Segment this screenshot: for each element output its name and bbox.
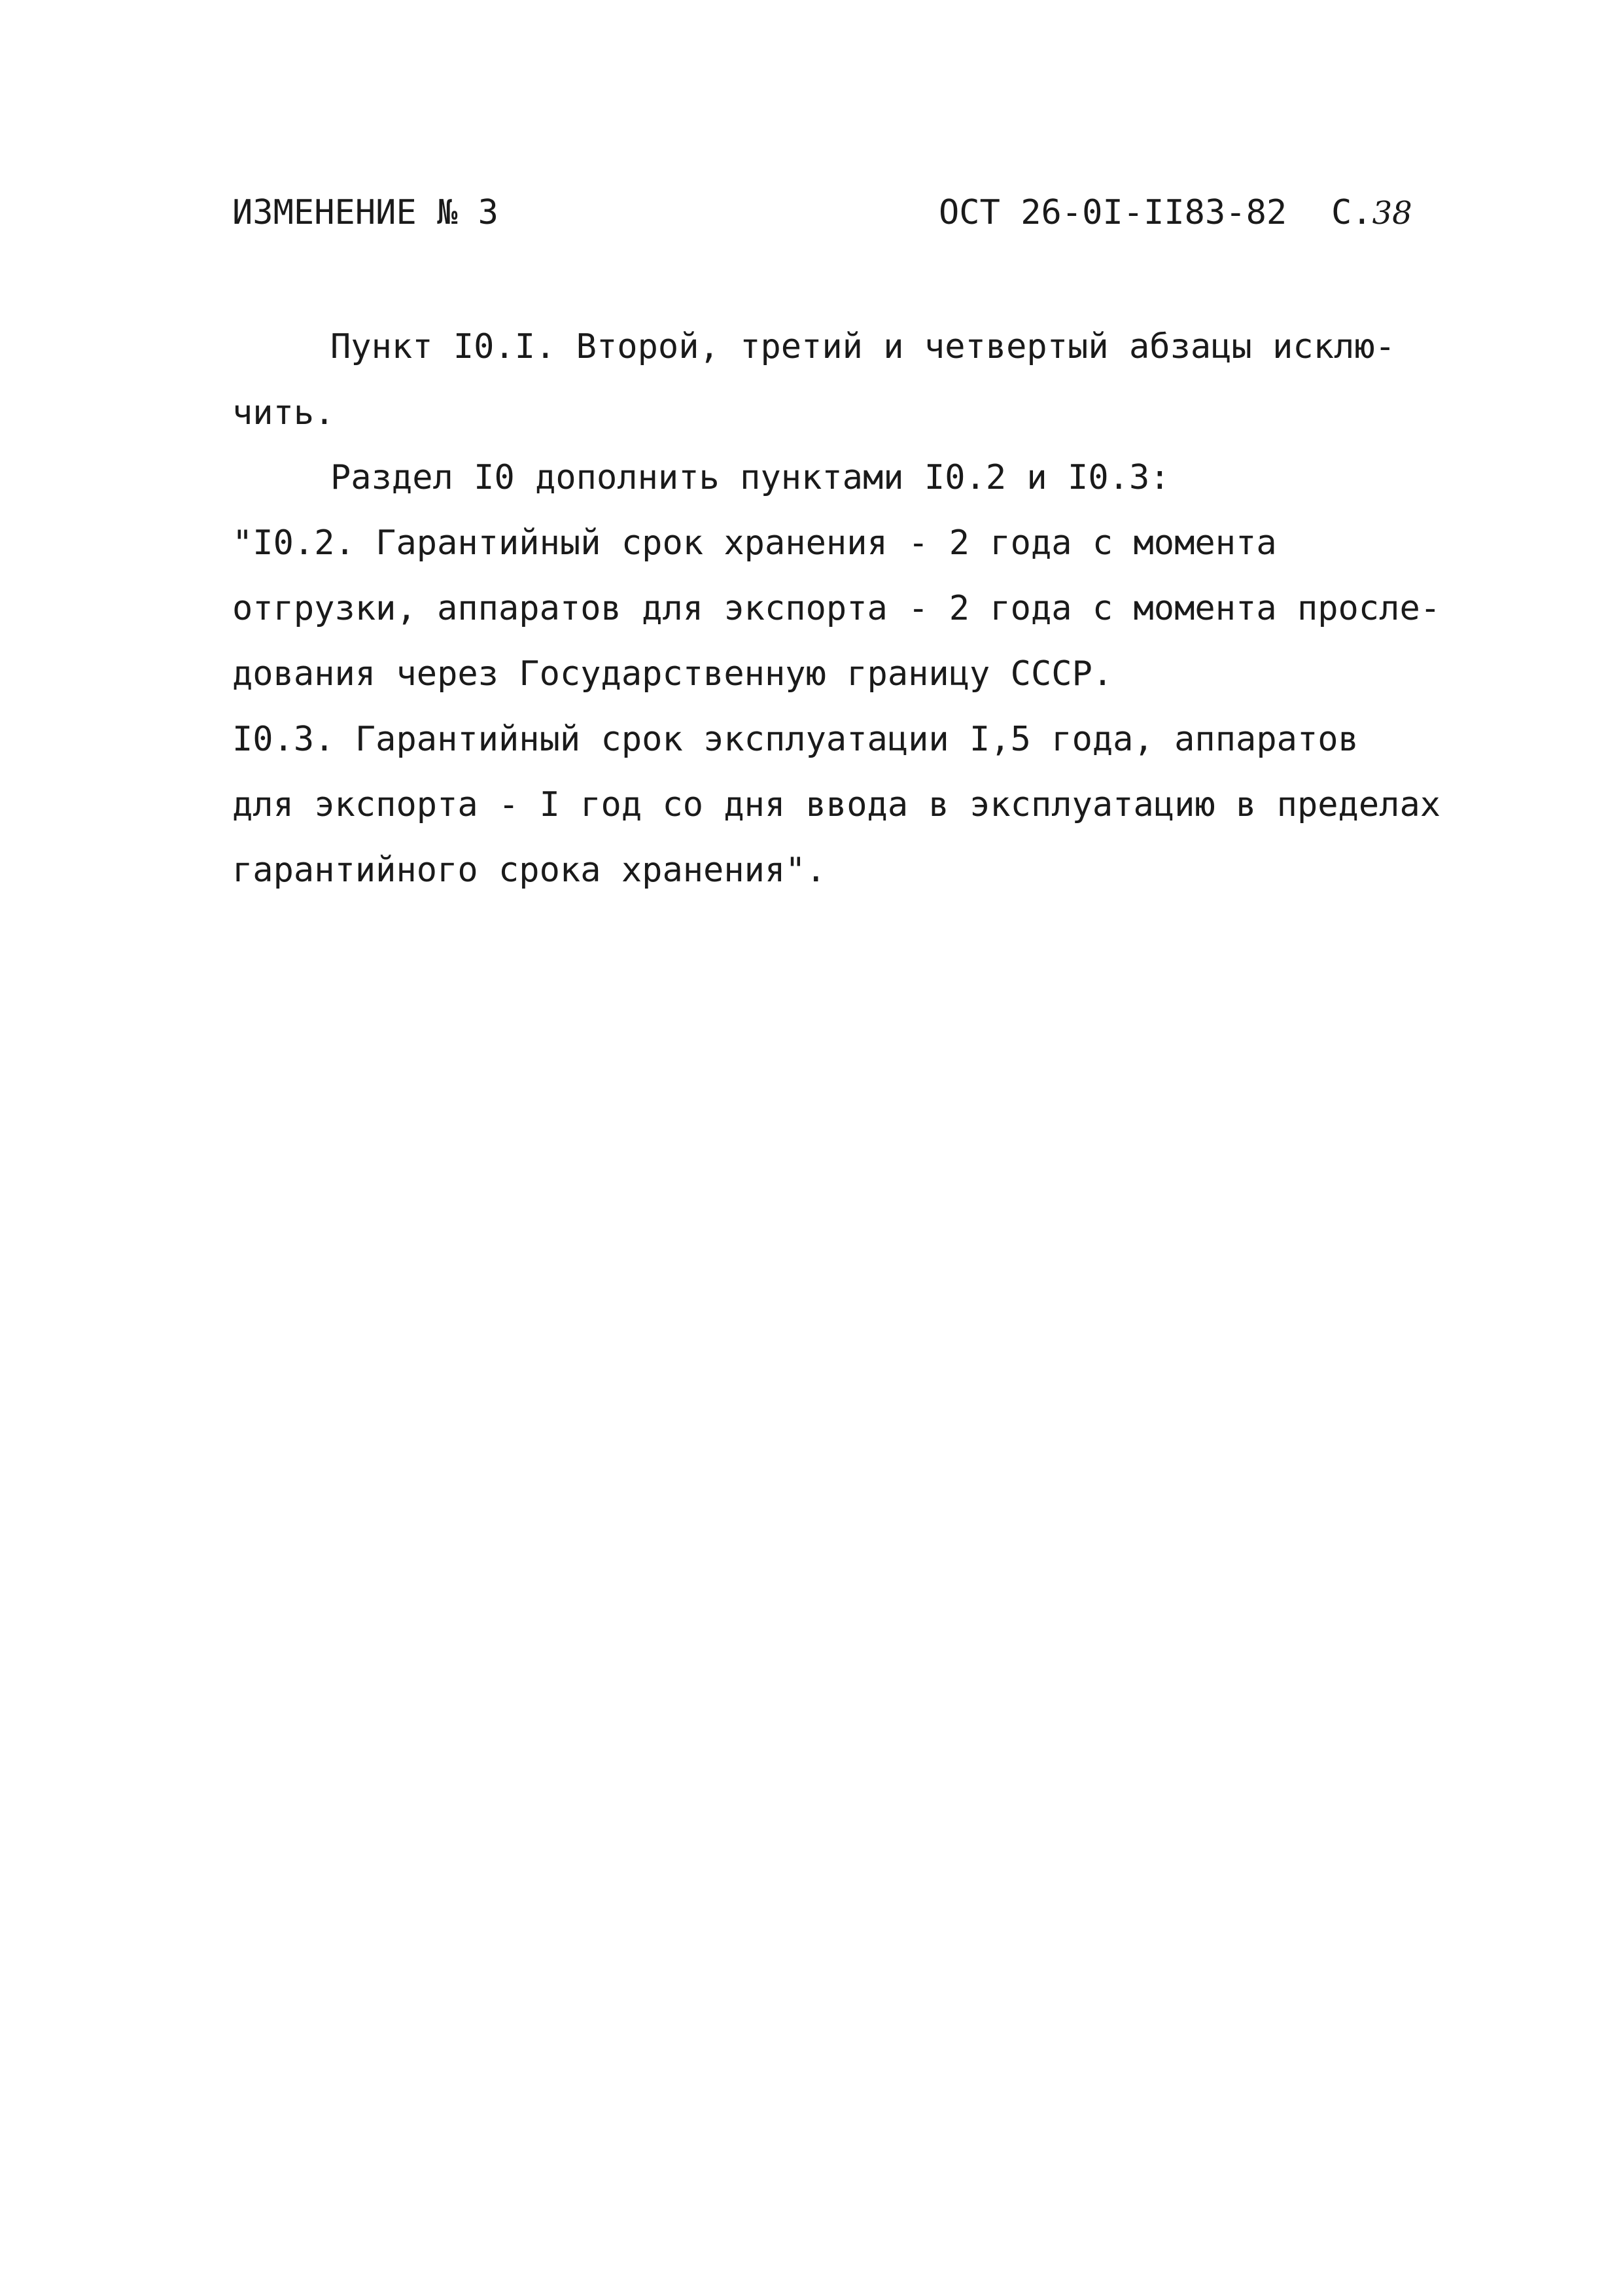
page-prefix: С. — [1331, 193, 1372, 232]
page-header — [232, 190, 1429, 236]
page-number — [1331, 190, 1412, 236]
document-code: ОСТ 26-0I-II83-82 — [939, 193, 1287, 232]
body-line-1: Пункт I0.I. Второй, третий и четвертый абзацы исклю- — [330, 327, 1395, 366]
body-line-7: I0.3. Гарантийный срок эксплуатации I,5 года, аппаратов — [232, 720, 1359, 759]
body-line-4: "I0.2. Гарантийный срок хранения - 2 года с момента — [232, 523, 1277, 563]
body-line-8: для экспорта - I год со дня ввода в эксплуатацию в пределах — [232, 785, 1441, 824]
page-number-value: 38 — [1372, 195, 1412, 232]
body-line-2: чить. — [232, 393, 335, 433]
body-line-5: отгрузки, аппаратов для экспорта - 2 года с момента просле- — [232, 589, 1441, 628]
body-line-9: гарантийного срока хранения". — [232, 851, 826, 890]
change-label: ИЗМЕНЕНИЕ № 3 — [232, 193, 498, 232]
body-line-6: дования через Государственную границу СССР. — [232, 654, 1113, 694]
body-line-3: Раздел I0 дополнить пунктами I0.2 и I0.3: — [330, 458, 1170, 497]
